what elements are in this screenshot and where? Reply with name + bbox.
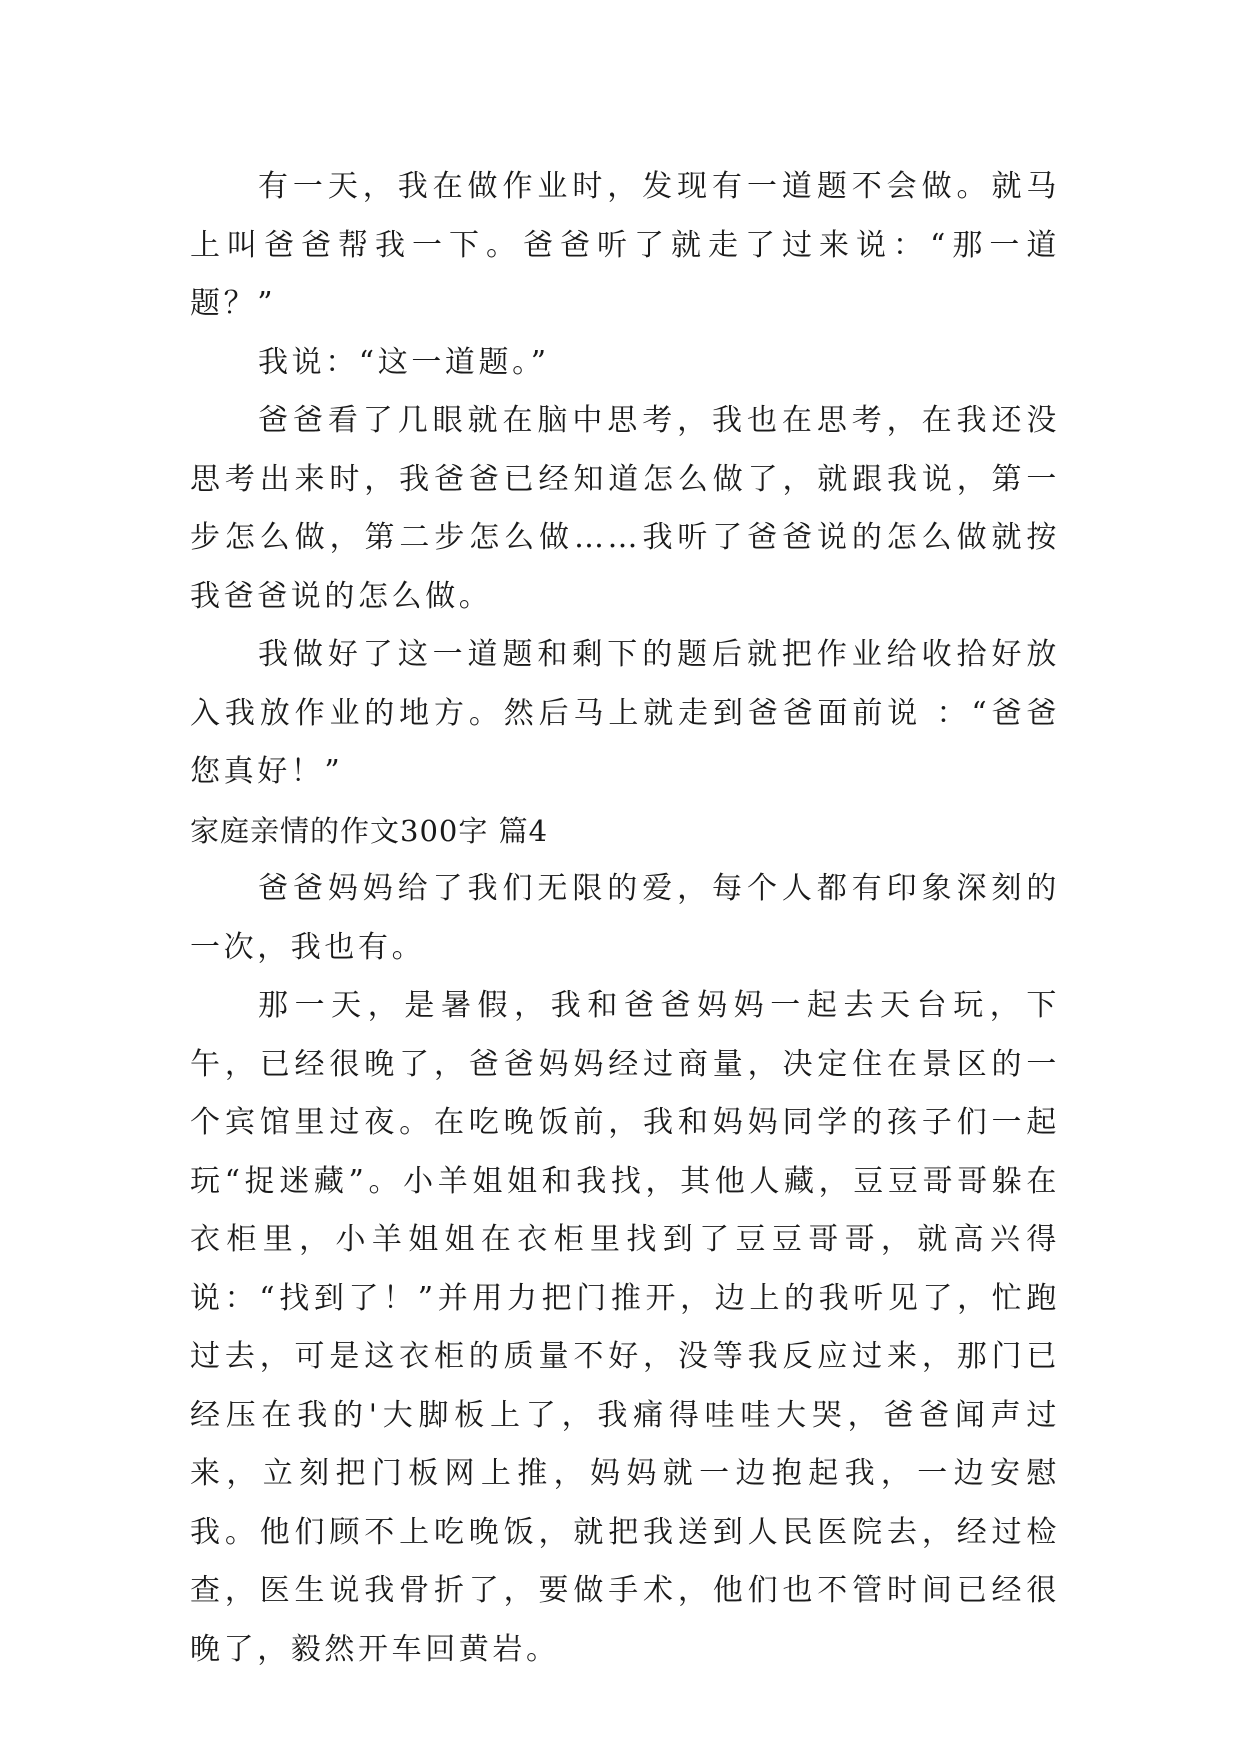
paragraph-homework-question: 有一天，我在做作业时，发现有一道题不会做。就马上叫爸爸帮我一下。爸爸听了就走了过来说：“那一道题？” — [190, 169, 1060, 321]
paragraph-thank-father: 我做好了这一道题和剩下的题后就把作业给收拾好放入我放作业的地方。然后马上就走到爸爸面前说 ：“爸爸您真好！” — [190, 637, 1060, 789]
paragraph-parents-love: 爸爸妈妈给了我们无限的爱，每个人都有印象深刻的一次，我也有。 — [190, 871, 1060, 965]
paragraph-summer-story: 那一天，是暑假，我和爸爸妈妈一起去天台玩，下午，已经很晚了，爸爸妈妈经过商量，决定住在景区的一个宾馆里过夜。在吃晚饭前，我和妈妈同学的孩子们一起玩“捉迷藏”。小羊姐姐和我找，其他人藏，豆豆哥哥躲在衣柜里，小羊姐姐在衣柜里找到了豆豆哥哥，就高兴得说：“找到了！”并用力把门推开，边上的我听见了，忙跑过去，可是这衣柜的质量不好，没等我反应过来，那门已经压在我的'大脚板上了，我痛得哇哇大哭，爸爸闻声过来，立刻把门板网上推，妈妈就一边抱起我，一边安慰我。他们顾不上吃晚饭，就把我送到人民医院去，经过检查，医生说我骨折了，要做手术，他们也不管时间已经很晚了，毅然开车回黄岩。 — [190, 988, 1060, 1667]
paragraph-father-thinking: 爸爸看了几眼就在脑中思考，我也在思考，在我还没思考出来时，我爸爸已经知道怎么做了，就跟我说，第一步怎么做，第二步怎么做……我听了爸爸说的怎么做就按我爸爸说的怎么做。 — [190, 403, 1060, 614]
document-body — [190, 158, 1060, 1679]
section-heading: 家庭亲情的作文300字 篇4 — [190, 813, 549, 848]
paragraph-this-question: 我说：“这一道题。” — [258, 344, 550, 380]
